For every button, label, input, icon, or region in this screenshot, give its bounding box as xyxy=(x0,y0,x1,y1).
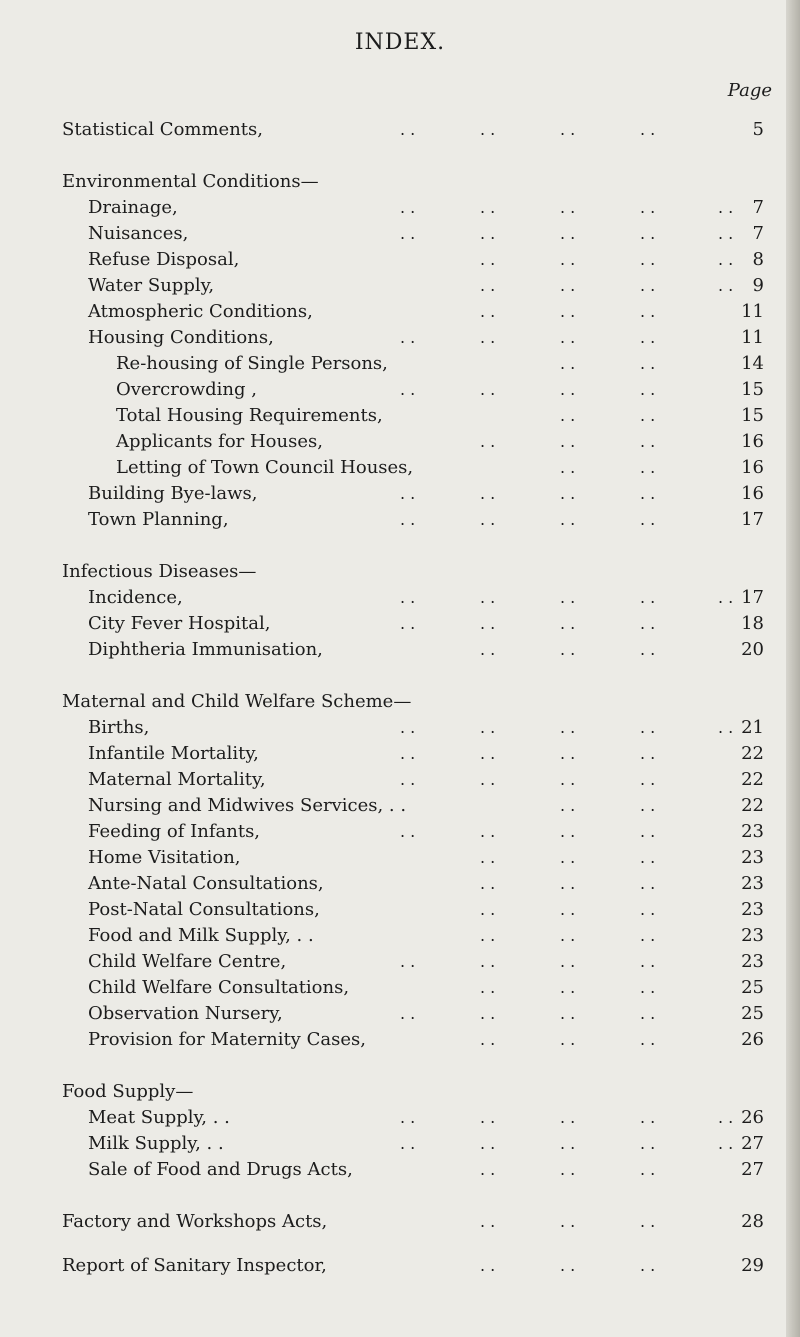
leader-dots: . . xyxy=(560,224,576,243)
entry-label: Drainage, xyxy=(88,197,178,218)
leader-dots: . . xyxy=(480,952,496,971)
leader-dots: . . xyxy=(480,978,496,997)
index-entry xyxy=(0,456,800,480)
leader-dots: . . xyxy=(560,1212,576,1231)
leader-dots: . . xyxy=(400,224,416,243)
leader-dots: . . xyxy=(640,1212,656,1231)
leader-dots: . . xyxy=(480,1160,496,1179)
index-entry xyxy=(0,560,800,584)
entry-page-number: 26 xyxy=(741,1107,764,1128)
leader-dots: . . xyxy=(480,718,496,737)
entry-page-number: 11 xyxy=(741,301,764,322)
leader-dots: . . xyxy=(560,484,576,503)
entry-label: Re-housing of Single Persons, xyxy=(116,353,388,374)
leader-dots: . . xyxy=(640,328,656,347)
entry-page-number: 27 xyxy=(741,1133,764,1154)
leader-dots: . . xyxy=(640,1134,656,1153)
index-entry xyxy=(0,950,800,974)
leader-dots: . . xyxy=(480,1134,496,1153)
entry-label: City Fever Hospital, xyxy=(88,613,271,634)
entry-page-number: 23 xyxy=(741,899,764,920)
leader-dots: . . xyxy=(640,380,656,399)
leader-dots: . . xyxy=(640,276,656,295)
leader-dots: . . xyxy=(560,328,576,347)
index-entry xyxy=(0,1080,800,1104)
leader-dots: . . xyxy=(400,1004,416,1023)
entry-page-number: 15 xyxy=(741,405,764,426)
leader-dots: . . xyxy=(640,770,656,789)
entry-label: Diphtheria Immunisation, xyxy=(88,639,323,660)
leader-dots: . . xyxy=(560,744,576,763)
entry-label: Births, xyxy=(88,717,150,738)
page-column-label: Page xyxy=(727,80,772,101)
leader-dots: . . xyxy=(480,1030,496,1049)
entry-label: Food and Milk Supply, . . xyxy=(88,925,314,946)
leader-dots: . . xyxy=(560,874,576,893)
leader-dots: . . xyxy=(560,1004,576,1023)
leader-dots: . . xyxy=(640,302,656,321)
entry-page-number: 8 xyxy=(752,249,764,270)
leader-dots: . . xyxy=(480,874,496,893)
leader-dots: . . xyxy=(640,120,656,139)
index-entry xyxy=(0,274,800,298)
leader-dots: . . xyxy=(640,510,656,529)
leader-dots: . . xyxy=(640,198,656,217)
index-entry xyxy=(0,846,800,870)
entry-page-number: 28 xyxy=(741,1211,764,1232)
leader-dots: . . xyxy=(640,822,656,841)
leader-dots: . . xyxy=(560,354,576,373)
leader-dots: . . xyxy=(400,198,416,217)
leader-dots: . . xyxy=(560,302,576,321)
leader-dots: . . xyxy=(640,796,656,815)
index-entry xyxy=(0,352,800,376)
leader-dots: . . xyxy=(400,510,416,529)
entry-page-number: 5 xyxy=(752,119,764,140)
entry-label: Sale of Food and Drugs Acts, xyxy=(88,1159,353,1180)
leader-dots: . . xyxy=(560,406,576,425)
leader-dots: . . xyxy=(400,484,416,503)
entry-label: Statistical Comments, xyxy=(62,119,263,140)
entry-page-number: 25 xyxy=(741,977,764,998)
index-entry xyxy=(0,326,800,350)
index-entry xyxy=(0,794,800,818)
leader-dots: . . xyxy=(480,302,496,321)
entry-label: Nursing and Midwives Services, . . xyxy=(88,795,407,816)
index-entry xyxy=(0,1028,800,1052)
entry-page-number: 29 xyxy=(741,1255,764,1276)
index-entry xyxy=(0,1158,800,1182)
entry-page-number: 26 xyxy=(741,1029,764,1050)
entry-label: Maternal and Child Welfare Scheme— xyxy=(62,691,412,712)
leader-dots: . . xyxy=(560,250,576,269)
entry-page-number: 20 xyxy=(741,639,764,660)
leader-dots: . . xyxy=(400,744,416,763)
leader-dots: . . xyxy=(640,978,656,997)
leader-dots: . . xyxy=(640,874,656,893)
leader-dots: . . xyxy=(480,900,496,919)
leader-dots: . . xyxy=(640,484,656,503)
index-entry xyxy=(0,430,800,454)
entry-label: Water Supply, xyxy=(88,275,215,296)
entry-label: Observation Nursery, xyxy=(88,1003,283,1024)
entry-page-number: 14 xyxy=(741,353,764,374)
leader-dots: . . xyxy=(640,458,656,477)
entry-label: Building Bye-laws, xyxy=(88,483,258,504)
entry-label: Child Welfare Centre, xyxy=(88,951,287,972)
leader-dots: . . xyxy=(480,276,496,295)
leader-dots: . . xyxy=(480,1256,496,1275)
leader-dots: . . xyxy=(480,822,496,841)
leader-dots: . . xyxy=(560,1134,576,1153)
index-entry xyxy=(0,508,800,532)
entry-page-number: 25 xyxy=(741,1003,764,1024)
leader-dots: . . xyxy=(560,588,576,607)
leader-dots: . . xyxy=(560,848,576,867)
entry-label: Applicants for Houses, xyxy=(116,431,323,452)
entry-label: Factory and Workshops Acts, xyxy=(62,1211,328,1232)
leader-dots: . . xyxy=(560,1030,576,1049)
leader-dots: . . xyxy=(560,198,576,217)
leader-dots: . . xyxy=(480,848,496,867)
leader-dots: . . xyxy=(560,770,576,789)
leader-dots: . . xyxy=(718,276,734,295)
leader-dots: . . xyxy=(480,224,496,243)
entry-label: Infectious Diseases— xyxy=(62,561,257,582)
leader-dots: . . xyxy=(560,510,576,529)
index-entry xyxy=(0,924,800,948)
leader-dots: . . xyxy=(480,432,496,451)
leader-dots: . . xyxy=(560,796,576,815)
index-entry xyxy=(0,1210,800,1234)
index-entry xyxy=(0,118,800,142)
leader-dots: . . xyxy=(400,120,416,139)
entry-label: Infantile Mortality, xyxy=(88,743,259,764)
index-entry xyxy=(0,1002,800,1026)
index-entry xyxy=(0,716,800,740)
entry-label: Town Planning, xyxy=(88,509,229,530)
leader-dots: . . xyxy=(640,614,656,633)
leader-dots: . . xyxy=(400,718,416,737)
entry-page-number: 11 xyxy=(741,327,764,348)
index-entry xyxy=(0,196,800,220)
leader-dots: . . xyxy=(480,770,496,789)
entry-label: Child Welfare Consultations, xyxy=(88,977,350,998)
leader-dots: . . xyxy=(560,640,576,659)
entry-label: Nuisances, xyxy=(88,223,189,244)
entry-page-number: 15 xyxy=(741,379,764,400)
leader-dots: . . xyxy=(560,1160,576,1179)
entry-page-number: 23 xyxy=(741,951,764,972)
index-entry xyxy=(0,690,800,714)
entry-label: Refuse Disposal, xyxy=(88,249,240,270)
leader-dots: . . xyxy=(640,1108,656,1127)
leader-dots: . . xyxy=(560,978,576,997)
leader-dots: . . xyxy=(560,432,576,451)
entry-label: Ante-Natal Consultations, xyxy=(88,873,324,894)
leader-dots: . . xyxy=(640,406,656,425)
entry-page-number: 18 xyxy=(741,613,764,634)
leader-dots: . . xyxy=(718,1134,734,1153)
leader-dots: . . xyxy=(640,640,656,659)
leader-dots: . . xyxy=(480,744,496,763)
leader-dots: . . xyxy=(718,718,734,737)
leader-dots: . . xyxy=(480,588,496,607)
leader-dots: . . xyxy=(640,1004,656,1023)
index-entry xyxy=(0,1132,800,1156)
entry-label: Feeding of Infants, xyxy=(88,821,261,842)
entry-page-number: 21 xyxy=(741,717,764,738)
leader-dots: . . xyxy=(480,198,496,217)
index-entry xyxy=(0,378,800,402)
leader-dots: . . xyxy=(560,952,576,971)
leader-dots: . . xyxy=(480,1108,496,1127)
entry-label: Maternal Mortality, xyxy=(88,769,266,790)
leader-dots: . . xyxy=(718,1108,734,1127)
leader-dots: . . xyxy=(400,1134,416,1153)
leader-dots: . . xyxy=(400,588,416,607)
leader-dots: . . xyxy=(640,900,656,919)
entry-page-number: 22 xyxy=(741,769,764,790)
leader-dots: . . xyxy=(640,718,656,737)
entry-label: Total Housing Requirements, xyxy=(116,405,383,426)
leader-dots: . . xyxy=(480,640,496,659)
index-entry xyxy=(0,1106,800,1130)
index-entry xyxy=(0,248,800,272)
index-entry xyxy=(0,1254,800,1278)
leader-dots: . . xyxy=(480,120,496,139)
leader-dots: . . xyxy=(400,770,416,789)
leader-dots: . . xyxy=(560,614,576,633)
entry-page-number: 7 xyxy=(752,197,764,218)
entry-page-number: 16 xyxy=(741,457,764,478)
leader-dots: . . xyxy=(480,510,496,529)
leader-dots: . . xyxy=(400,1108,416,1127)
index-entry xyxy=(0,768,800,792)
leader-dots: . . xyxy=(400,614,416,633)
entry-label: Overcrowding , xyxy=(116,379,257,400)
leader-dots: . . xyxy=(560,380,576,399)
leader-dots: . . xyxy=(640,354,656,373)
leader-dots: . . xyxy=(480,380,496,399)
index-entry xyxy=(0,612,800,636)
leader-dots: . . xyxy=(480,484,496,503)
leader-dots: . . xyxy=(560,926,576,945)
leader-dots: . . xyxy=(640,588,656,607)
entry-page-number: 23 xyxy=(741,925,764,946)
leader-dots: . . xyxy=(718,224,734,243)
entry-page-number: 16 xyxy=(741,431,764,452)
entry-label: Food Supply— xyxy=(62,1081,194,1102)
leader-dots: . . xyxy=(640,1256,656,1275)
leader-dots: . . xyxy=(718,198,734,217)
leader-dots: . . xyxy=(480,1004,496,1023)
index-entry xyxy=(0,586,800,610)
entry-page-number: 16 xyxy=(741,483,764,504)
index-entry xyxy=(0,300,800,324)
leader-dots: . . xyxy=(400,822,416,841)
leader-dots: . . xyxy=(640,1030,656,1049)
entry-label: Provision for Maternity Cases, xyxy=(88,1029,366,1050)
leader-dots: . . xyxy=(718,250,734,269)
entry-label: Report of Sanitary Inspector, xyxy=(62,1255,327,1276)
entry-label: Letting of Town Council Houses, xyxy=(116,457,414,478)
leader-dots: . . xyxy=(560,120,576,139)
leader-dots: . . xyxy=(480,926,496,945)
entry-page-number: 9 xyxy=(752,275,764,296)
leader-dots: . . xyxy=(560,458,576,477)
leader-dots: . . xyxy=(640,224,656,243)
entry-page-number: 23 xyxy=(741,821,764,842)
leader-dots: . . xyxy=(640,926,656,945)
index-entry xyxy=(0,482,800,506)
index-entry xyxy=(0,404,800,428)
leader-dots: . . xyxy=(640,848,656,867)
leader-dots: . . xyxy=(400,380,416,399)
leader-dots: . . xyxy=(640,952,656,971)
entry-page-number: 17 xyxy=(741,587,764,608)
leader-dots: . . xyxy=(640,250,656,269)
page-title: INDEX. xyxy=(354,30,446,55)
leader-dots: . . xyxy=(560,1108,576,1127)
entry-label: Atmospheric Conditions, xyxy=(88,301,313,322)
index-entry xyxy=(0,872,800,896)
leader-dots: . . xyxy=(560,900,576,919)
entry-label: Home Visitation, xyxy=(88,847,241,868)
leader-dots: . . xyxy=(560,822,576,841)
index-entry xyxy=(0,898,800,922)
leader-dots: . . xyxy=(400,328,416,347)
entry-page-number: 23 xyxy=(741,873,764,894)
leader-dots: . . xyxy=(718,588,734,607)
index-entry xyxy=(0,976,800,1000)
entry-label: Incidence, xyxy=(88,587,183,608)
entry-label: Meat Supply, . . xyxy=(88,1107,230,1128)
leader-dots: . . xyxy=(480,1212,496,1231)
index-entry xyxy=(0,170,800,194)
entry-page-number: 27 xyxy=(741,1159,764,1180)
entry-label: Milk Supply, . . xyxy=(88,1133,224,1154)
leader-dots: . . xyxy=(640,744,656,763)
leader-dots: . . xyxy=(560,276,576,295)
entry-page-number: 17 xyxy=(741,509,764,530)
index-entry xyxy=(0,638,800,662)
index-entry xyxy=(0,742,800,766)
entry-page-number: 22 xyxy=(741,795,764,816)
leader-dots: . . xyxy=(560,1256,576,1275)
page-edge-shadow xyxy=(786,0,800,1337)
index-entry xyxy=(0,222,800,246)
entry-label: Post-Natal Consultations, xyxy=(88,899,320,920)
entry-label: Environmental Conditions— xyxy=(62,171,319,192)
leader-dots: . . xyxy=(640,1160,656,1179)
leader-dots: . . xyxy=(640,432,656,451)
leader-dots: . . xyxy=(400,952,416,971)
leader-dots: . . xyxy=(480,614,496,633)
leader-dots: . . xyxy=(560,718,576,737)
index-entry xyxy=(0,820,800,844)
entry-page-number: 7 xyxy=(752,223,764,244)
leader-dots: . . xyxy=(480,250,496,269)
entry-page-number: 22 xyxy=(741,743,764,764)
entry-page-number: 23 xyxy=(741,847,764,868)
entry-label: Housing Conditions, xyxy=(88,327,274,348)
leader-dots: . . xyxy=(480,328,496,347)
